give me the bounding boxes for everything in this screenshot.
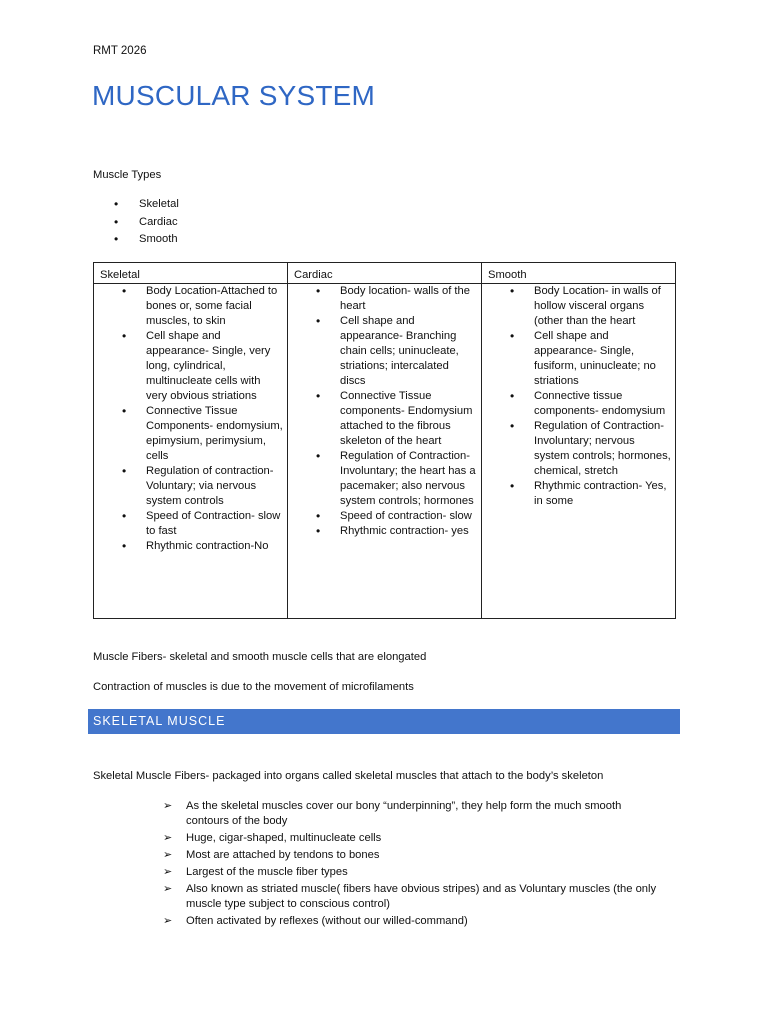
- smooth-cell: [482, 284, 676, 619]
- list-item: • Body Location-Attached to bones or, some facial muscles, to skin: [94, 284, 283, 329]
- list-item-text: Most are attached by tendons to bones: [186, 849, 380, 861]
- list-item: • Body Location- in walls of hollow visceral organs (other than the heart: [482, 284, 671, 329]
- list-item-text: Also known as striated muscle( fibers have obvious stripes) and as Voluntary muscles (the only muscle type subject to conscious control): [186, 883, 657, 910]
- contraction-paragraph: Contraction of muscles is due to the movement of microfilaments: [93, 681, 414, 694]
- list-item: • Speed of Contraction- slow to fast: [94, 509, 283, 539]
- list-item: [93, 882, 673, 912]
- muscle-types-list: [93, 197, 179, 250]
- skeletal-bullet-list: [93, 799, 673, 931]
- cardiac-cell: [288, 284, 482, 619]
- page-title: MUSCULAR SYSTEM: [92, 80, 376, 111]
- list-item: • Connective tissue components- endomysium: [482, 389, 671, 419]
- list-item: • Cell shape and appearance- Single, very long, cylindrical, multinucleate cells with very obvious striations: [94, 329, 283, 404]
- list-item: • Cell shape and appearance- Single, fusiform, uninucleate; no striations: [482, 329, 671, 389]
- list-item: [93, 865, 673, 880]
- list-item: • Regulation of Contraction- Involuntary; nervous system controls; hormones, chemical, stretch: [482, 419, 671, 479]
- arrow-bullet-icon: ➢: [163, 915, 173, 927]
- list-item: • Connective Tissue Components- endomysium, epimysium, perimysium, cells: [94, 404, 283, 464]
- list-item: [93, 848, 673, 863]
- smooth-list: [482, 284, 671, 509]
- list-item-text: Often activated by reflexes (without our willed-command): [186, 915, 468, 927]
- skeletal-intro-paragraph: Skeletal Muscle Fibers- packaged into organs called skeletal muscles that attach to the body’s skeleton: [93, 770, 604, 783]
- list-item: • Smooth: [93, 232, 179, 250]
- column-header-cardiac: Cardiac: [288, 263, 482, 284]
- list-item: • Cell shape and appearance- Branching chain cells; uninucleate, striations; intercalated discs: [288, 314, 477, 389]
- arrow-bullet-icon: ➢: [163, 849, 173, 861]
- arrow-bullet-icon: ➢: [163, 883, 173, 895]
- section-heading-bar: [88, 709, 680, 734]
- list-item-text: Huge, cigar-shaped, multinucleate cells: [186, 832, 382, 844]
- muscle-types-label: Muscle Types: [93, 169, 162, 181]
- section-heading: SKELETAL MUSCLE: [93, 714, 226, 728]
- list-item: • Rhythmic contraction- Yes, in some: [482, 479, 671, 509]
- column-header-skeletal: Skeletal: [94, 263, 288, 284]
- arrow-bullet-icon: ➢: [163, 832, 173, 844]
- list-item: • Rhythmic contraction-No: [94, 539, 283, 554]
- muscle-comparison-table: [93, 262, 676, 619]
- header-note: RMT 2026: [93, 45, 147, 57]
- list-item: • Connective Tissue components- Endomysium attached to the fibrous skeleton of the heart: [288, 389, 477, 449]
- list-item: • Regulation of Contraction- Involuntary; the heart has a pacemaker; also nervous system controls; hormones: [288, 449, 477, 509]
- skeletal-cell: [94, 284, 288, 619]
- list-item: [93, 914, 673, 929]
- list-item-text: Largest of the muscle fiber types: [186, 866, 348, 878]
- list-item: [93, 799, 673, 829]
- cardiac-list: [288, 284, 477, 539]
- table-header-row: [94, 263, 676, 284]
- list-item: • Rhythmic contraction- yes: [288, 524, 477, 539]
- list-item: • Body location- walls of the heart: [288, 284, 477, 314]
- list-item: • Speed of contraction- slow: [288, 509, 477, 524]
- muscle-fibers-paragraph: Muscle Fibers- skeletal and smooth muscle cells that are elongated: [93, 651, 427, 664]
- skeletal-list: [94, 284, 283, 554]
- list-item-text: As the skeletal muscles cover our bony “underpinning”, they help form the much smooth contours of the body: [186, 800, 622, 827]
- table-row: [94, 284, 676, 619]
- list-item: • Cardiac: [93, 215, 179, 233]
- arrow-bullet-icon: ➢: [163, 800, 173, 812]
- list-item: [93, 831, 673, 846]
- arrow-bullet-icon: ➢: [163, 866, 173, 878]
- column-header-smooth: Smooth: [482, 263, 676, 284]
- list-item: • Skeletal: [93, 197, 179, 215]
- list-item: • Regulation of contraction- Voluntary; via nervous system controls: [94, 464, 283, 509]
